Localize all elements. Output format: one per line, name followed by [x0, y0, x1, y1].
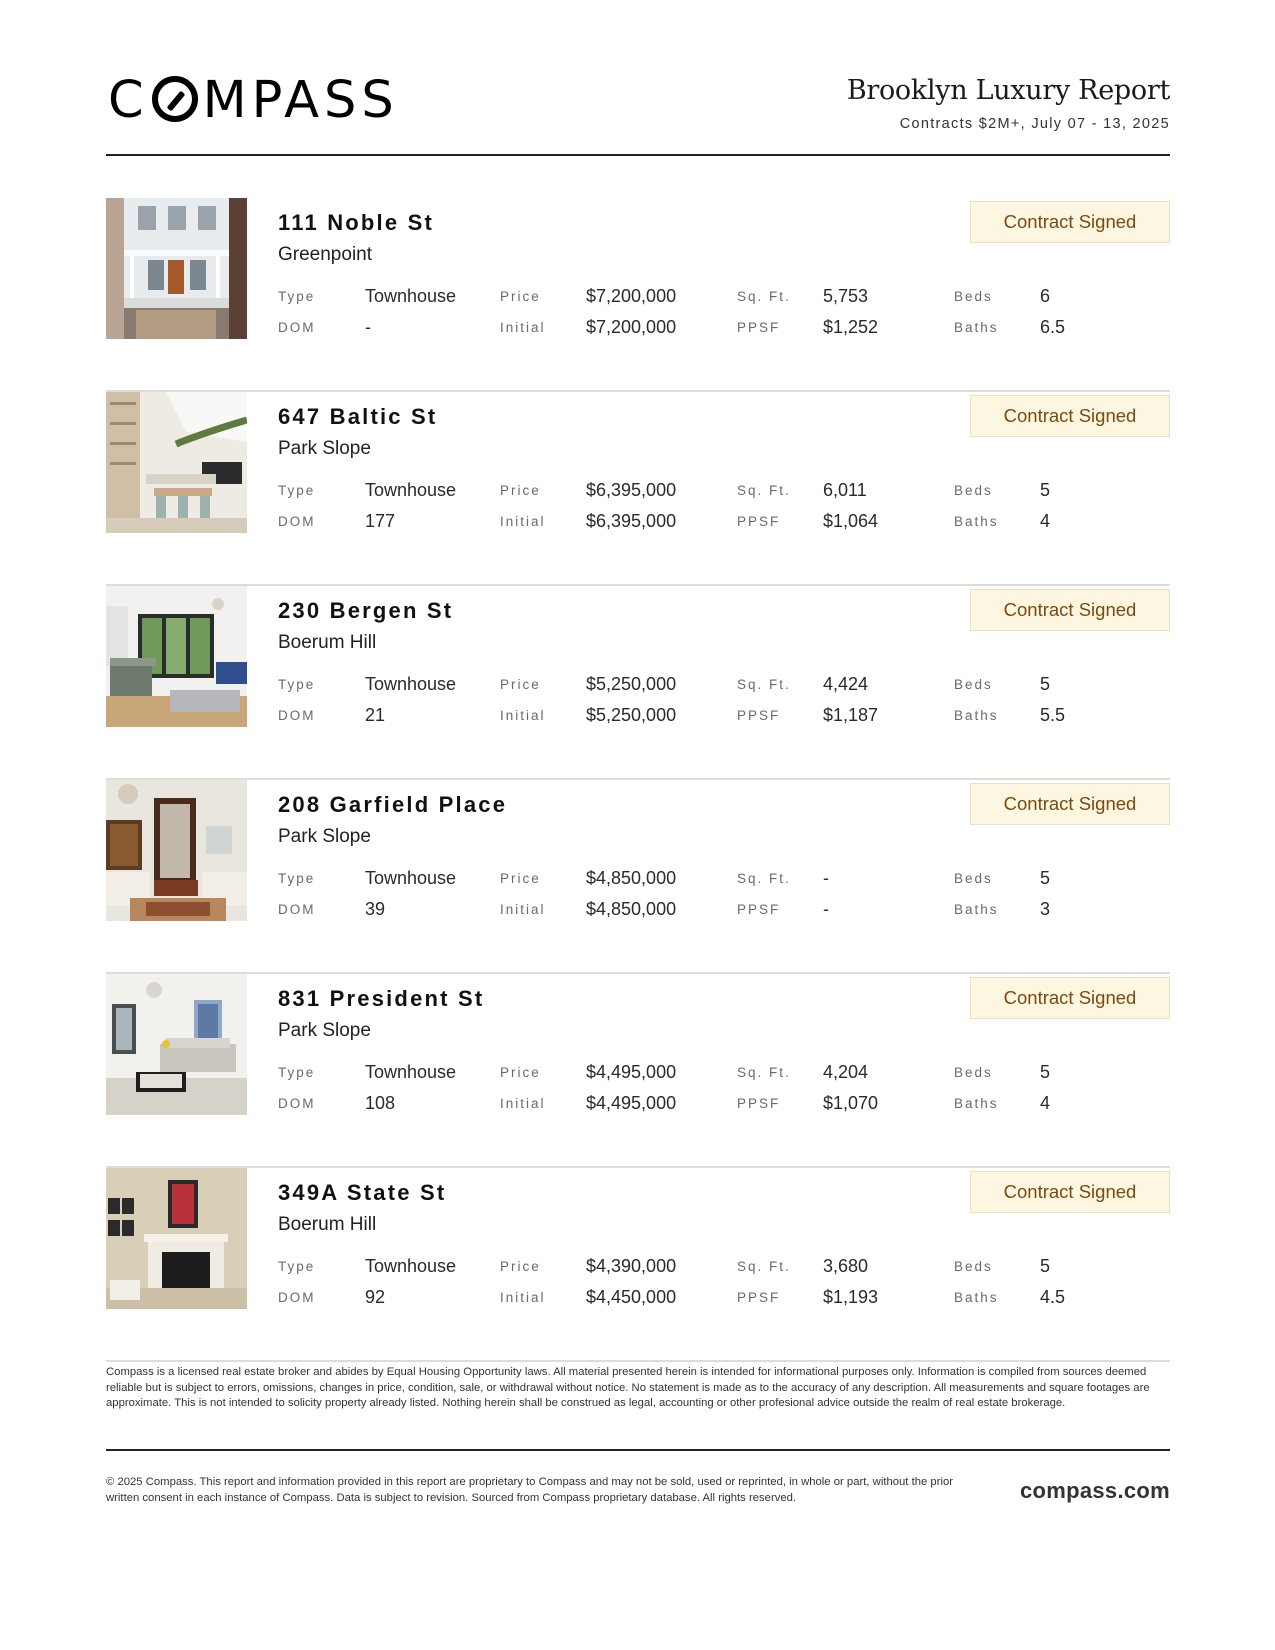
listing-photo [106, 586, 247, 727]
price-value: $4,390,000 [586, 1256, 677, 1276]
initial-label: Initial [500, 708, 546, 723]
dom-value: 92 [365, 1287, 386, 1307]
report-title: Brooklyn Luxury Report [846, 75, 1170, 106]
status-badge: Contract Signed [970, 201, 1170, 243]
baths-label: Baths [954, 902, 999, 917]
dom-value: 108 [365, 1093, 396, 1113]
dom-label: DOM [278, 1096, 316, 1111]
baths-value: 6.5 [1040, 317, 1066, 337]
beds-value: 5 [1040, 674, 1051, 694]
ppsf-label: PPSF [737, 1096, 781, 1111]
beds-label: Beds [954, 1065, 993, 1080]
dom-label: DOM [278, 320, 316, 335]
initial-value: $7,200,000 [586, 317, 677, 337]
initial-label: Initial [500, 514, 546, 529]
sqft-label: Sq. Ft. [737, 1065, 791, 1080]
logo-text: C MPASS [108, 71, 399, 130]
dom-label: DOM [278, 708, 316, 723]
price-value: $5,250,000 [586, 674, 677, 694]
initial-value: $5,250,000 [586, 705, 677, 725]
beds-label: Beds [954, 677, 993, 692]
baths-label: Baths [954, 320, 999, 335]
beds-label: Beds [954, 1259, 993, 1274]
price-label: Price [500, 677, 541, 692]
ppsf-value: - [823, 899, 829, 919]
beds-value: 6 [1040, 286, 1051, 306]
website-link[interactable]: compass.com [1019, 1478, 1170, 1503]
price-label: Price [500, 1259, 541, 1274]
type-value: Townhouse [365, 1062, 457, 1082]
baths-value: 4 [1040, 1093, 1051, 1113]
price-value: $4,850,000 [586, 868, 677, 888]
beds-value: 5 [1040, 480, 1051, 500]
copyright-notice: © 2025 Compass. This report and information provided in this report are proprietary to Compass and may not be sold, used or reprinted, in whole or part, without the prior written consent in each instance of Compass. Data is subject to revision. Sourced from Compass proprietary database. All rights reserved. [106, 1476, 954, 1504]
initial-value: $4,850,000 [586, 899, 677, 919]
type-label: Type [278, 289, 316, 304]
sqft-label: Sq. Ft. [737, 483, 791, 498]
type-label: Type [278, 677, 316, 692]
price-label: Price [500, 1065, 541, 1080]
ppsf-value: $1,193 [823, 1287, 879, 1307]
price-label: Price [500, 871, 541, 886]
sqft-value: - [823, 868, 829, 888]
status-badge: Contract Signed [970, 977, 1170, 1019]
beds-value: 5 [1040, 1062, 1051, 1082]
compass-logo [108, 71, 399, 130]
ppsf-label: PPSF [737, 1290, 781, 1305]
sqft-value: 3,680 [823, 1256, 869, 1276]
listing-photo [106, 780, 247, 921]
beds-label: Beds [954, 483, 993, 498]
listing-photo [106, 1168, 247, 1309]
sqft-value: 4,424 [823, 674, 869, 694]
listing-card [106, 974, 1170, 1168]
listing-photo [106, 974, 247, 1115]
initial-label: Initial [500, 320, 546, 335]
listing-neighborhood: Park Slope [278, 1020, 371, 1041]
sqft-value: 4,204 [823, 1062, 869, 1082]
listing-address: 230 Bergen St [278, 598, 454, 623]
ppsf-label: PPSF [737, 514, 781, 529]
initial-value: $4,450,000 [586, 1287, 677, 1307]
dom-label: DOM [278, 902, 316, 917]
price-value: $7,200,000 [586, 286, 677, 306]
baths-value: 5.5 [1040, 705, 1066, 725]
status-badge: Contract Signed [970, 1171, 1170, 1213]
ppsf-value: $1,252 [823, 317, 879, 337]
baths-value: 4 [1040, 511, 1051, 531]
listing-card [106, 392, 1170, 586]
listing-card [106, 198, 1170, 392]
header-divider [106, 154, 1170, 156]
listing-neighborhood: Park Slope [278, 438, 371, 459]
status-badge: Contract Signed [970, 589, 1170, 631]
dom-label: DOM [278, 1290, 316, 1305]
listing-address: 831 President St [278, 986, 485, 1011]
initial-label: Initial [500, 1290, 546, 1305]
compass-o-icon [152, 76, 198, 122]
baths-label: Baths [954, 514, 999, 529]
price-label: Price [500, 483, 541, 498]
baths-value: 4.5 [1040, 1287, 1066, 1307]
baths-label: Baths [954, 1096, 999, 1111]
dom-value: 21 [365, 705, 386, 725]
baths-label: Baths [954, 708, 999, 723]
sqft-label: Sq. Ft. [737, 677, 791, 692]
type-value: Townhouse [365, 480, 457, 500]
listing-neighborhood: Boerum Hill [278, 632, 377, 653]
price-value: $6,395,000 [586, 480, 677, 500]
report-subtitle: Contracts $2M+, July 07 - 13, 2025 [899, 116, 1170, 132]
beds-value: 5 [1040, 868, 1051, 888]
listing-neighborhood: Greenpoint [278, 244, 373, 265]
listing-address: 349A State St [278, 1180, 447, 1205]
status-badge: Contract Signed [970, 783, 1170, 825]
listing-card [106, 1168, 1170, 1362]
sqft-value: 5,753 [823, 286, 869, 306]
sqft-label: Sq. Ft. [737, 871, 791, 886]
ppsf-value: $1,070 [823, 1093, 879, 1113]
listing-divider [106, 1360, 1170, 1362]
beds-value: 5 [1040, 1256, 1051, 1276]
beds-label: Beds [954, 871, 993, 886]
price-label: Price [500, 289, 541, 304]
dom-value: 39 [365, 899, 386, 919]
price-value: $4,495,000 [586, 1062, 677, 1082]
ppsf-label: PPSF [737, 320, 781, 335]
type-value: Townhouse [365, 286, 457, 306]
type-label: Type [278, 1065, 316, 1080]
type-value: Townhouse [365, 1256, 457, 1276]
type-value: Townhouse [365, 868, 457, 888]
type-label: Type [278, 483, 316, 498]
report-header [106, 70, 1170, 155]
legal-disclaimer: Compass is a licensed real estate broker and abides by Equal Housing Opportunity laws. All material presented herein is intended for informational purposes only. Information is compiled from sources deemed reliable but is subject to errors, omissions, changes in price, condition, sale, or withdrawal without notice. No statement is made as to the accuracy of any description. All measurements and square footages are approximate. This is not intended to solicity property already listed. Nothing herein shall be construed as legal, accounting or other profesional advice outside the realm of real estate brokerage. [106, 1366, 1150, 1409]
listing-address: 208 Garfield Place [278, 792, 508, 817]
listing-address: 111 Noble St [278, 210, 435, 235]
sqft-label: Sq. Ft. [737, 289, 791, 304]
ppsf-label: PPSF [737, 708, 781, 723]
listing-photo [106, 392, 247, 533]
footer-divider [106, 1449, 1170, 1451]
initial-label: Initial [500, 1096, 546, 1111]
ppsf-value: $1,064 [823, 511, 879, 531]
ppsf-label: PPSF [737, 902, 781, 917]
baths-value: 3 [1040, 899, 1051, 919]
initial-label: Initial [500, 902, 546, 917]
listing-address: 647 Baltic St [278, 404, 438, 429]
type-label: Type [278, 1259, 316, 1274]
sqft-label: Sq. Ft. [737, 1259, 791, 1274]
dom-value: - [365, 317, 371, 337]
baths-label: Baths [954, 1290, 999, 1305]
sqft-value: 6,011 [823, 480, 867, 500]
initial-value: $6,395,000 [586, 511, 677, 531]
status-badge: Contract Signed [970, 395, 1170, 437]
type-label: Type [278, 871, 316, 886]
beds-label: Beds [954, 289, 993, 304]
dom-label: DOM [278, 514, 316, 529]
listing-photo [106, 198, 247, 339]
dom-value: 177 [365, 511, 396, 531]
listing-card [106, 780, 1170, 974]
listing-neighborhood: Park Slope [278, 826, 371, 847]
initial-value: $4,495,000 [586, 1093, 677, 1113]
listing-neighborhood: Boerum Hill [278, 1214, 377, 1235]
listing-card [106, 586, 1170, 780]
ppsf-value: $1,187 [823, 705, 879, 725]
type-value: Townhouse [365, 674, 457, 694]
